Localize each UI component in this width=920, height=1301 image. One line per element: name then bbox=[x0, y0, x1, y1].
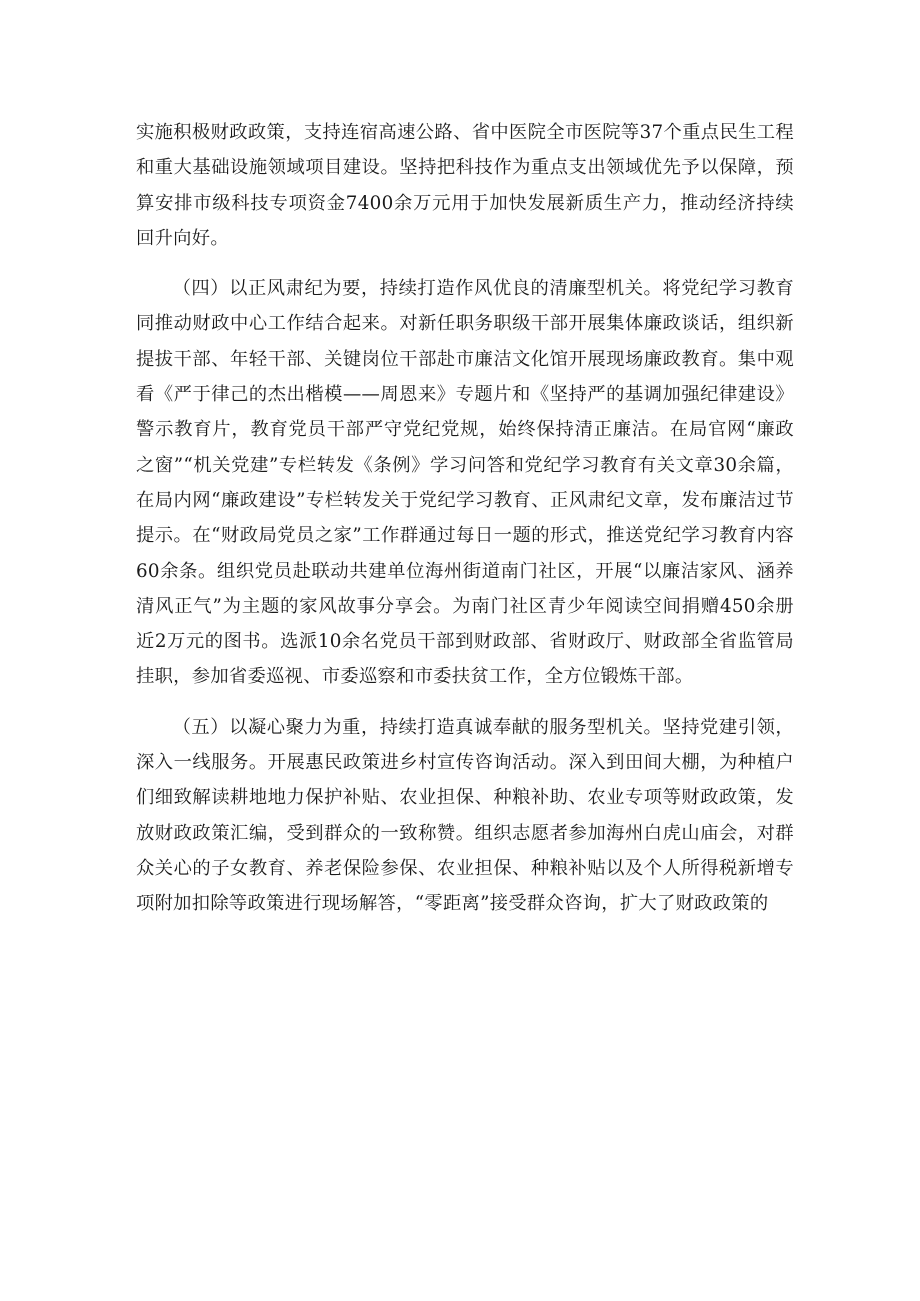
paragraph-section-four: （四）以正风肃纪为要，持续打造作风优良的清廉型机关。将党纪学习教育同推动财政中心工作结合起来。对新任职务职级干部开展集体廉政谈话，组织新提拔干部、年轻干部、关键岗位干部赴市廉洁文化馆开展现场廉政教育。集中观看《严于律己的杰出楷模——周恩来》专题片和《坚持严的基调加强纪律建设》警示教育片，教育党员干部严守党纪党规，始终保持清正廉洁。在局官网“廉政之窗”“机关党建”专栏转发《条例》学习问答和党纪学习教育有关文章30余篇，在局内网“廉政建设”专栏转发关于党纪学习教育、正风肃纪文章，发布廉洁过节提示。在“财政局党员之家”工作群通过每日一题的形式，推送党纪学习教育内容60余条。组织党员赴联动共建单位海州街道南门社区，开展“以廉洁家风、涵养清风正气”为主题的家风故事分享会。为南门社区青少年阅读空间捐赠450余册近2万元的图书。选派10余名党员干部到财政部、省财政厅、财政部全省监管局挂职，参加省委巡视、市委巡察和市委扶贫工作，全方位锻炼干部。 bbox=[136, 278, 794, 688]
document-body bbox=[136, 115, 794, 922]
paragraph-section-five: （五）以凝心聚力为重，持续打造真诚奉献的服务型机关。坚持党建引领，深入一线服务。开展惠民政策进乡村宣传咨询活动。深入到田间大棚，为种植户们细致解读耕地地力保护补贴、农业担保、种粮补助、农业专项等财政政策，发放财政政策汇编，受到群众的一致称赞。组织志愿者参加海州白虎山庙会，对群众关心的子女教育、养老保险参保、农业担保、种粮补贴以及个人所得税新增专项附加扣除等政策进行现场解答，“零距离”接受群众咨询，扩大了财政政策的 bbox=[136, 716, 794, 915]
paragraph-continuation: 实施积极财政政策，支持连宿高速公路、省中医院全市医院等37个重点民生工程和重大基础设施领域项目建设。坚持把科技作为重点支出领域优先予以保障，预算安排市级科技专项资金7400余万元用于加快发展新质生产力，推动经济持续回升向好。 bbox=[136, 122, 794, 249]
